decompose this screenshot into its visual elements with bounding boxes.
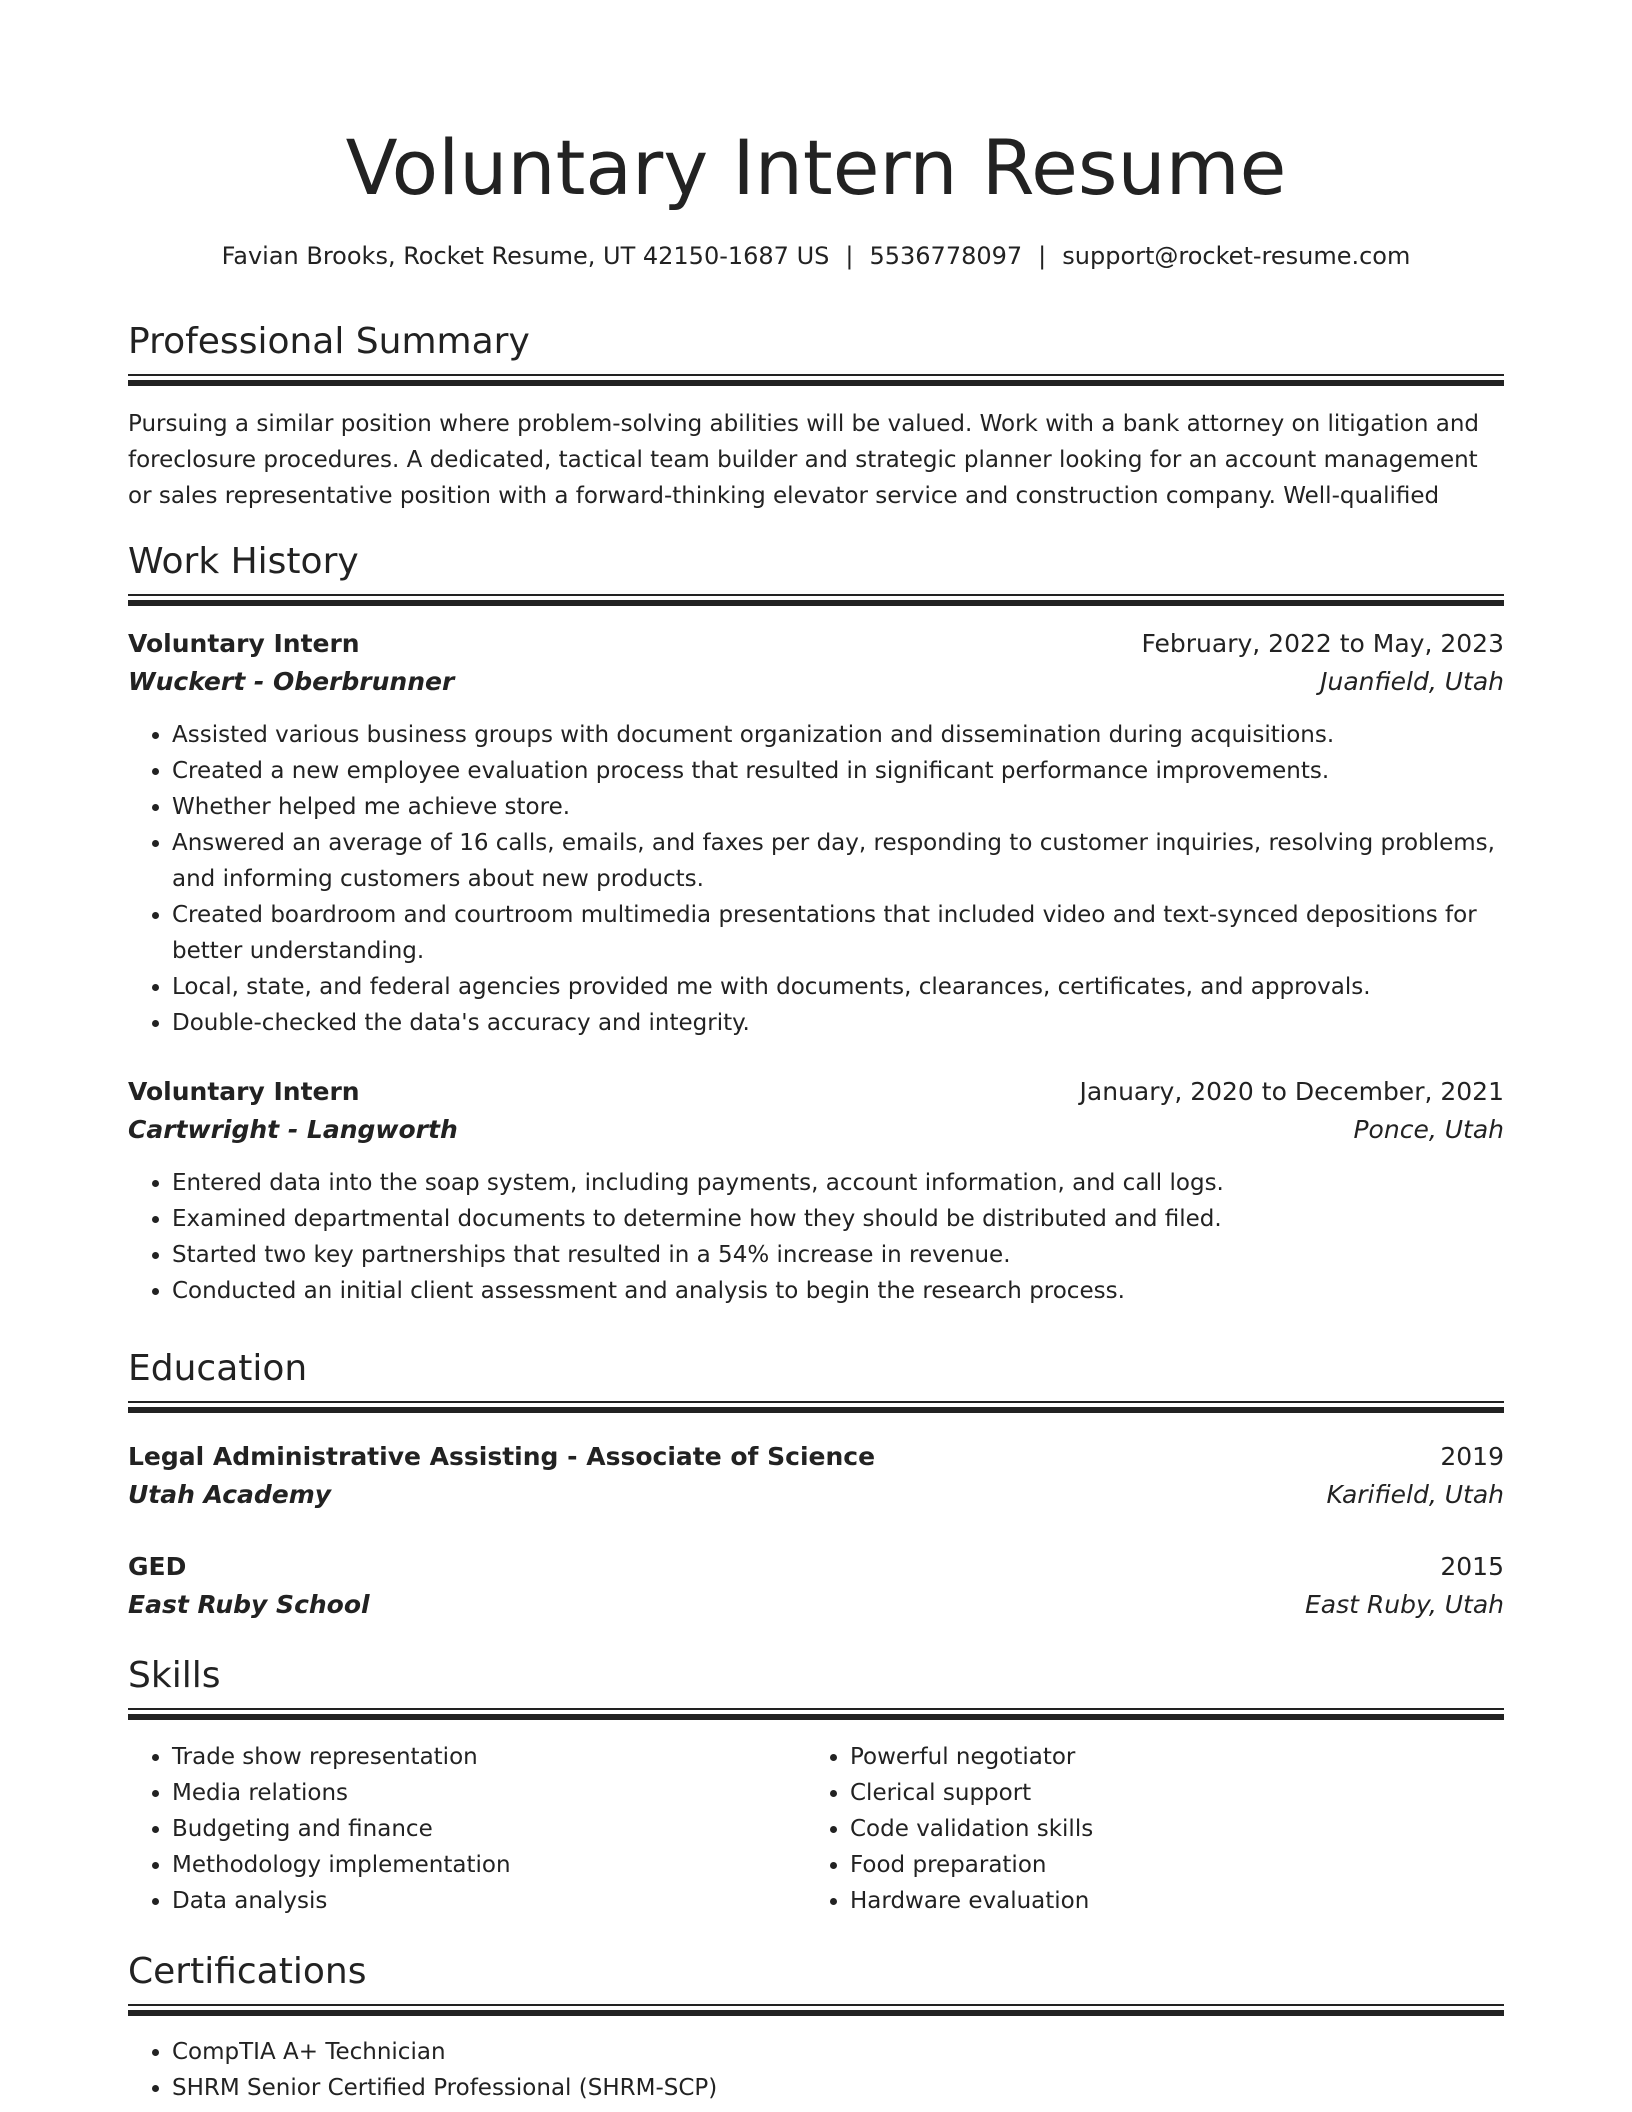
- job-dates: February, 2022 to May, 2023: [1141, 629, 1504, 658]
- job-subheader: [128, 663, 1504, 701]
- list-item: • Conducted an initial client assessment and analysis to begin the research process.: [172, 1273, 1504, 1309]
- list-item: • Whether helped me achieve store.: [172, 789, 1504, 825]
- job-dates: January, 2020 to December, 2021: [1079, 1077, 1504, 1106]
- education-header: [128, 1548, 1504, 1586]
- list-item: • Created a new employee evaluation process that resulted in significant performance improvements.: [172, 753, 1504, 789]
- work-history-heading: Work History: [128, 541, 359, 582]
- education-subheader: [128, 1476, 1504, 1514]
- job-company: Wuckert - Oberbrunner: [128, 667, 455, 696]
- job-location: Ponce, Utah: [1353, 1115, 1504, 1144]
- list-item: • Powerful negotiator: [850, 1739, 1446, 1775]
- contact-line: [128, 236, 1504, 276]
- school-location: East Ruby, Utah: [1305, 1590, 1504, 1619]
- list-item: • Local, state, and federal agencies provided me with documents, clearances, certificates, and approvals.: [172, 969, 1504, 1005]
- list-item: • Assisted various business groups with document organization and dissemination during acquisitions.: [172, 717, 1504, 753]
- job-bullets: [128, 1165, 1504, 1309]
- degree: Legal Administrative Assisting - Associate of Science: [128, 1442, 876, 1471]
- contact-separator: |: [1038, 242, 1047, 270]
- school-location: Karifield, Utah: [1326, 1480, 1504, 1509]
- section-divider: [128, 2004, 1504, 2016]
- contact-address: Favian Brooks, Rocket Resume, UT 42150-1687 US: [221, 242, 830, 270]
- education-header: [128, 1438, 1504, 1476]
- list-item: • Double-checked the data's accuracy and integrity.: [172, 1005, 1504, 1041]
- list-item: • Data analysis: [172, 1883, 768, 1919]
- list-item: • Media relations: [172, 1775, 768, 1811]
- section-divider: [128, 1401, 1504, 1413]
- list-item: • Examined departmental documents to determine how they should be distributed and filed.: [172, 1201, 1504, 1237]
- job-title: Voluntary Intern: [128, 629, 360, 658]
- section-divider: [128, 594, 1504, 606]
- contact-phone: 5536778097: [869, 242, 1023, 270]
- degree: GED: [128, 1552, 187, 1581]
- education-subheader: [128, 1586, 1504, 1624]
- skills-heading: Skills: [128, 1655, 221, 1696]
- job-header: [128, 625, 1504, 663]
- resume-title: Voluntary Intern Resume: [345, 123, 1287, 212]
- list-item: • Started two key partnerships that resulted in a 54% increase in revenue.: [172, 1237, 1504, 1273]
- certifications-heading: Certifications: [128, 1951, 367, 1992]
- list-item: • Answered an average of 16 calls, emails, and faxes per day, responding to customer inquiries, resolving problems, and informing customers about new products.: [172, 825, 1504, 897]
- contact-separator: |: [845, 242, 854, 270]
- list-item: • Budgeting and finance: [172, 1811, 768, 1847]
- section-divider: [128, 1708, 1504, 1720]
- skills-list-left: [128, 1739, 768, 1919]
- section-divider: [128, 374, 1504, 386]
- job-bullets: [128, 717, 1504, 1041]
- list-item: • SHRM Senior Certified Professional (SHRM-SCP): [172, 2070, 1504, 2106]
- job-subheader: [128, 1111, 1504, 1149]
- job-header: [128, 1073, 1504, 1111]
- graduation-year: 2019: [1440, 1442, 1504, 1471]
- job-location: Juanfield, Utah: [1320, 667, 1504, 696]
- school-name: East Ruby School: [128, 1590, 370, 1619]
- list-item: • Entered data into the soap system, including payments, account information, and call logs.: [172, 1165, 1504, 1201]
- list-item: • Food preparation: [850, 1847, 1446, 1883]
- list-item: • Clerical support: [850, 1775, 1446, 1811]
- list-item: • Created boardroom and courtroom multimedia presentations that included video and text-synced depositions for better understanding.: [172, 897, 1504, 969]
- list-item: • Methodology implementation: [172, 1847, 768, 1883]
- skills-list-right: [806, 1739, 1446, 1919]
- school-name: Utah Academy: [128, 1480, 332, 1509]
- summary-heading: Professional Summary: [128, 321, 530, 362]
- contact-email: support@rocket-resume.com: [1062, 242, 1411, 270]
- list-item: • CompTIA A+ Technician: [172, 2034, 1504, 2070]
- certifications-list: [128, 2034, 1504, 2106]
- list-item: • Trade show representation: [172, 1739, 768, 1775]
- graduation-year: 2015: [1440, 1552, 1504, 1581]
- job-title: Voluntary Intern: [128, 1077, 360, 1106]
- summary-text: Pursuing a similar position where problem-solving abilities will be valued. Work with a bank attorney on litigation and foreclosure procedures. A dedicated, tactical team builder and strategic planner looking for an account management or sales representative position with a forward-thinking elevator service and construction company. Well-qualified: [128, 411, 1479, 509]
- job-company: Cartwright - Langworth: [128, 1115, 458, 1144]
- list-item: • Code validation skills: [850, 1811, 1446, 1847]
- education-heading: Education: [128, 1348, 308, 1389]
- list-item: • Hardware evaluation: [850, 1883, 1446, 1919]
